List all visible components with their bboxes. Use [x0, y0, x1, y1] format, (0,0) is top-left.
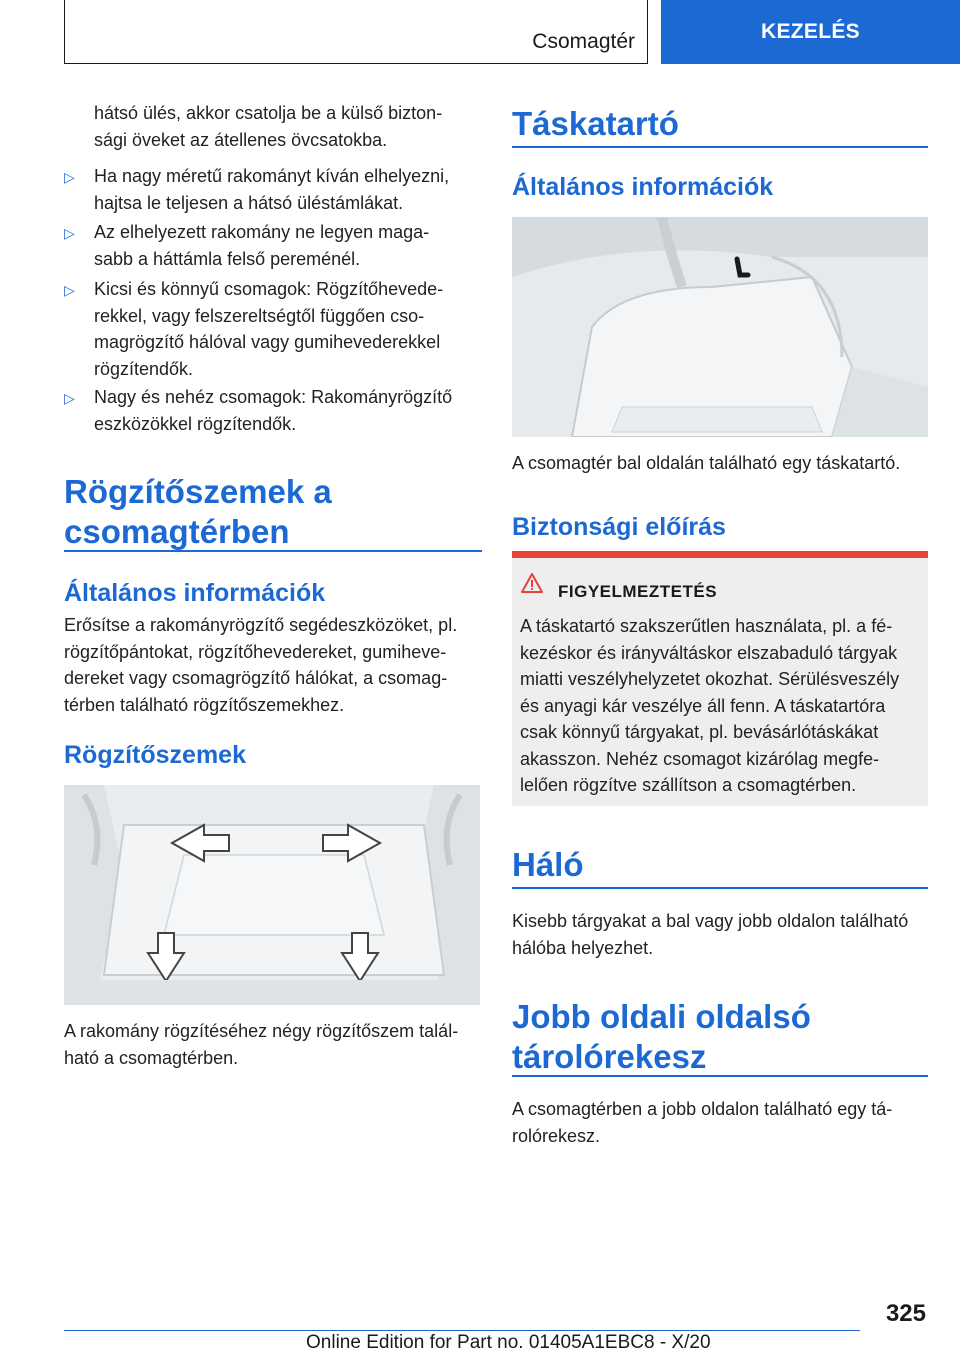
trunk-side-wall-drawing	[512, 217, 928, 437]
subheading-safety: Biztonsági előírás	[512, 513, 726, 541]
heading-rule	[64, 550, 482, 552]
list-item: ▷ Kicsi és könnyű csomagok: Rögzítőhevede- rekkel, vagy felszereltségtől függően cso- magrögzítő hálóval vagy gumihevederekkel rögzítendők.	[64, 279, 444, 379]
section-heading-compartment: Jobb oldali oldalsó tárolórekesz	[512, 998, 811, 1075]
trunk-anchor-eyes-illustration	[64, 785, 480, 1005]
list-item: ▷ Ha nagy méretű rakományt kíván elhelyezni, hajtsa le teljesen a hátsó üléstámlákat.	[64, 166, 450, 213]
list-item: ▷ Az elhelyezett rakomány ne legyen maga- sabb a háttámla felső pereménél.	[64, 222, 430, 269]
footer-edition-text: Online Edition for Part no. 01405A1EBC8 - X/20	[306, 1332, 711, 1353]
heading-rule	[512, 146, 928, 148]
section-heading-net: Háló	[512, 846, 584, 883]
trunk-floor-arrows-drawing	[64, 785, 480, 1005]
triangle-bullet-icon: ▷	[64, 225, 75, 241]
warning-bar	[512, 551, 928, 558]
triangle-bullet-icon: ▷	[64, 390, 75, 406]
warning-text: A táskatartó szakszerűtlen használata, pl. a fé- kezéskor és irányváltáskor elszabaduló tárgyak miatti veszélyhelyzetet okozhat. Sérülésveszély és anyagi kár veszélye áll fenn. A táskatartóra csak könnyű tárgyakat, pl. bevásárlótáskákat akasszon. Nehéz csomagot kizárólag megfe- lelően rögzítve szállítson a csomagtérben.	[520, 616, 900, 795]
list-item: ▷ Nagy és nehéz csomagok: Rakományrögzítő eszközökkel rögzítendők.	[64, 387, 453, 434]
subheading-anchor-eyes: Rögzítőszemek	[64, 741, 246, 769]
warning-triangle-icon	[520, 572, 544, 599]
compartment-text: A csomagtérben a jobb oldalon található egy tá- rolórekesz.	[512, 1099, 893, 1146]
triangle-bullet-icon: ▷	[64, 282, 75, 298]
heading-rule	[512, 1075, 928, 1077]
anchor-eyes-caption: A rakomány rögzítéséhez négy rögzítőszem talál- ható a csomagtérben.	[64, 1021, 459, 1068]
bag-holder-illustration	[512, 217, 928, 437]
page-number: 325	[885, 1300, 926, 1327]
heading-rule	[512, 887, 928, 889]
section-heading-bag-holder: Táskatartó	[512, 105, 679, 142]
bag-holder-caption: A csomagtér bal oldalán található egy táskatartó.	[512, 453, 901, 473]
warning-box	[512, 551, 928, 806]
general-info-text: Erősítse a rakományrögzítő segédeszközöket, pl. rögzítőpántokat, rögzítőhevedereket, gumiheve- dereket vagy csomagrögzítő hálókat, a csomag- térben található rögzítőszemekhez.	[64, 615, 458, 715]
header-chapter-tab[interactable]: KEZELÉS	[661, 0, 960, 64]
header-section-title: Csomagtér	[532, 30, 635, 53]
footer-rule	[64, 1330, 860, 1331]
warning-title: FIGYELMEZTETÉS	[558, 582, 718, 601]
net-text: Kisebb tárgyakat a bal vagy jobb oldalon található hálóba helyezhet.	[512, 911, 909, 958]
continuation-text: hátsó ülés, akkor csatolja be a külső bizton- sági öveket az átellenes övcsatokba.	[94, 103, 443, 150]
subheading-general-info: Általános információk	[512, 173, 774, 201]
section-heading-anchor-eyes: Rögzítőszemek a csomagtérben	[64, 473, 332, 550]
triangle-bullet-icon: ▷	[64, 169, 75, 185]
subheading-general-info: Általános információk	[64, 579, 326, 607]
